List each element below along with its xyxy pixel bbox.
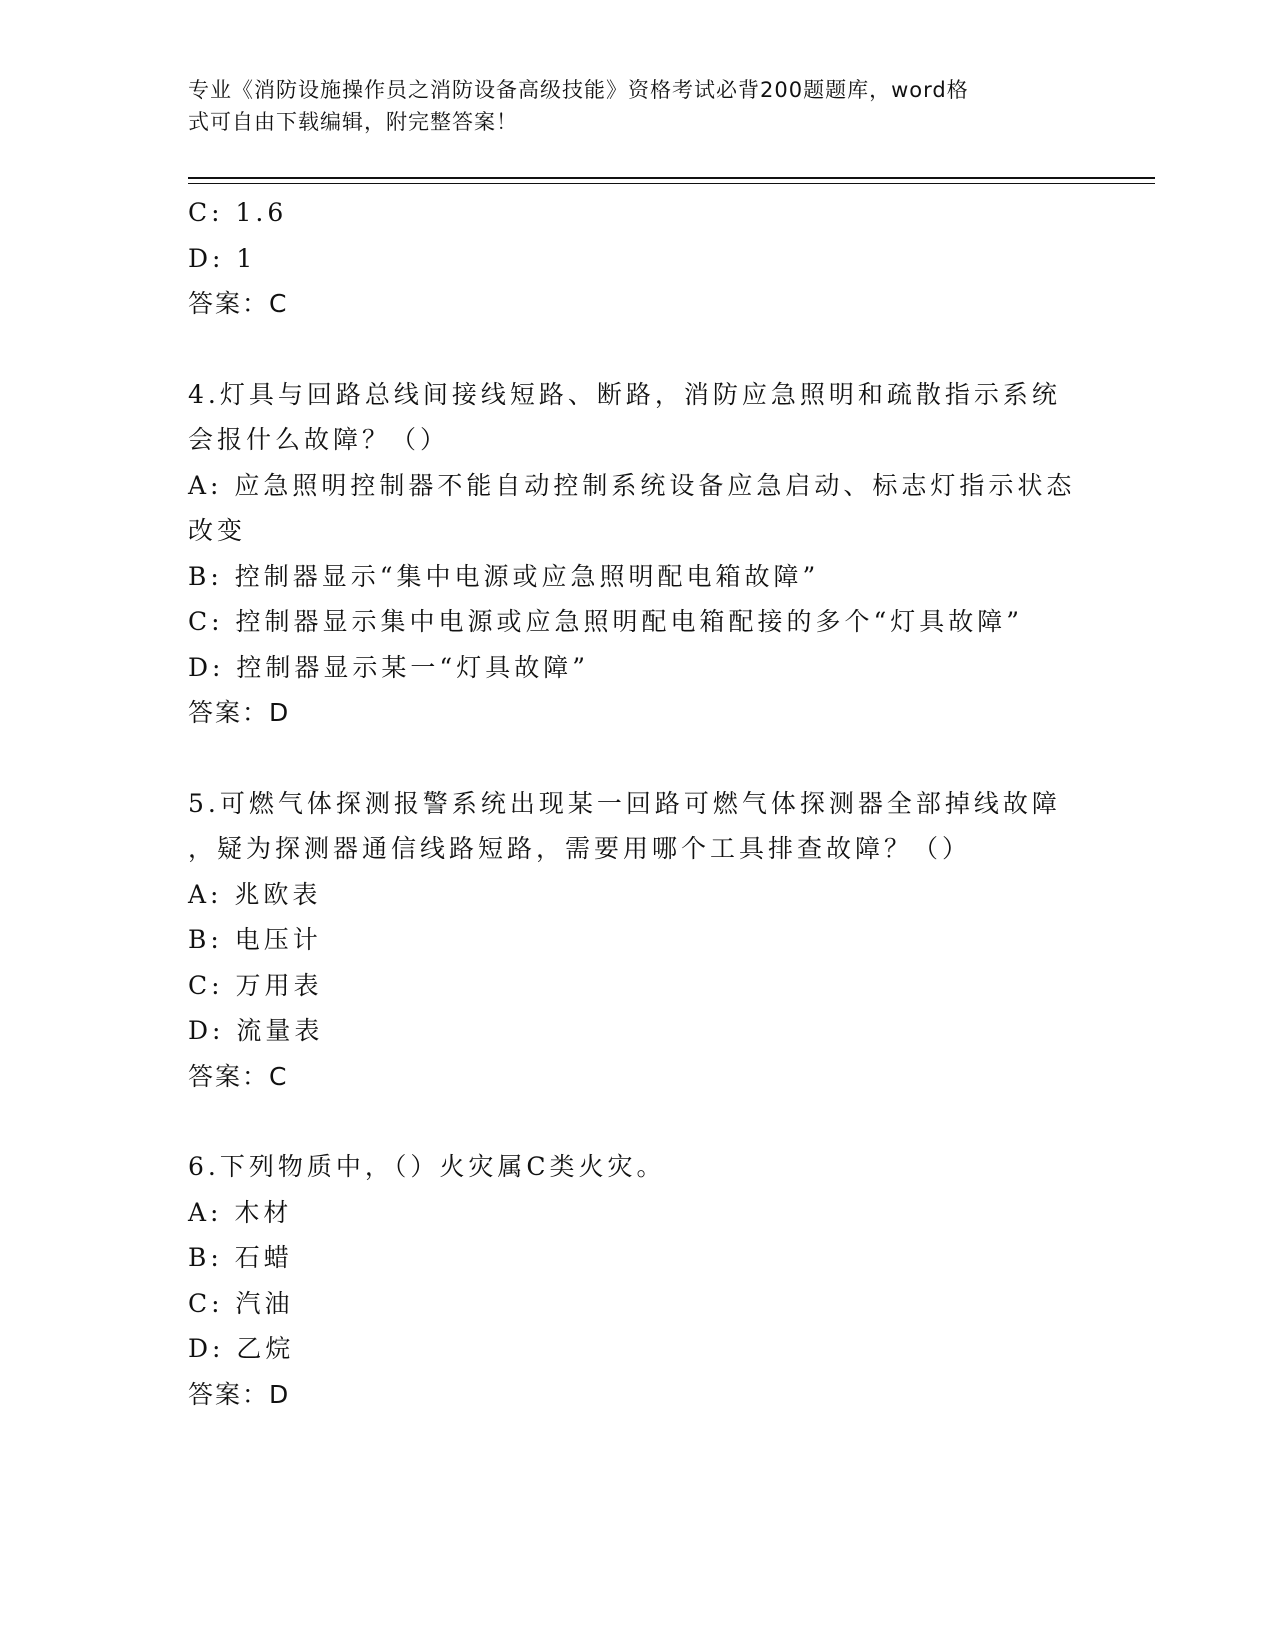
answer: 答案：D [188, 698, 291, 727]
option-c: C: 万用表 [188, 970, 323, 1000]
question-stem-cont: 会报什么故障？（） [188, 425, 450, 454]
header-divider-thin [188, 183, 1155, 184]
question-stem: 6.下列物质中，（）火灾属C类火灾。 [188, 1152, 666, 1181]
header-divider-thick [188, 177, 1155, 179]
answer: 答案：D [188, 1379, 291, 1409]
question-4 [188, 372, 1088, 736]
option-c: C: 汽油 [188, 1288, 294, 1318]
question-stem: 5.可燃气体探测报警系统出现某一回路可燃气体探测器全部掉线故障 [188, 788, 1061, 818]
question-stem: 4.灯具与回路总线间接线短路、断路，消防应急照明和疏散指示系统 [188, 379, 1061, 409]
option-a: A: 木材 [188, 1197, 293, 1227]
option-a: A: 兆欧表 [188, 879, 322, 909]
answer: 答案：C [188, 1061, 289, 1091]
header-line-2: 式可自由下载编辑，附完整答案！ [188, 110, 518, 134]
question-3-tail [188, 190, 1088, 327]
option-c: C: 1.6 [188, 198, 288, 227]
option-d: D: 1 [188, 243, 257, 273]
question-list [188, 190, 1088, 1417]
question-stem-cont: ，疑为探测器通信线路短路，需要用哪个工具排查故障？（） [188, 834, 972, 863]
option-d: D: 流量表 [188, 1016, 324, 1045]
document-header [188, 74, 1068, 138]
option-a-cont: 改变 [188, 516, 247, 545]
option-d: D: 乙烷 [188, 1334, 295, 1363]
header-line-1: 专业《消防设施操作员之消防设备高级技能》资格考试必背200题题库，word格 [188, 78, 969, 102]
option-b: B: 电压计 [188, 925, 322, 954]
option-b: B: 控制器显示“集中电源或应急照明配电箱故障” [188, 561, 820, 591]
answer: 答案：C [188, 289, 289, 318]
question-5 [188, 781, 1088, 1100]
question-6 [188, 1144, 1088, 1417]
option-b: B: 石蜡 [188, 1243, 293, 1272]
option-a: A: 应急照明控制器不能自动控制系统设备应急启动、标志灯指示状态 [188, 470, 1076, 500]
option-d: D: 控制器显示某一“灯具故障” [188, 652, 589, 682]
option-c: C: 控制器显示集中电源或应急照明配电箱配接的多个“灯具故障” [188, 607, 1024, 636]
